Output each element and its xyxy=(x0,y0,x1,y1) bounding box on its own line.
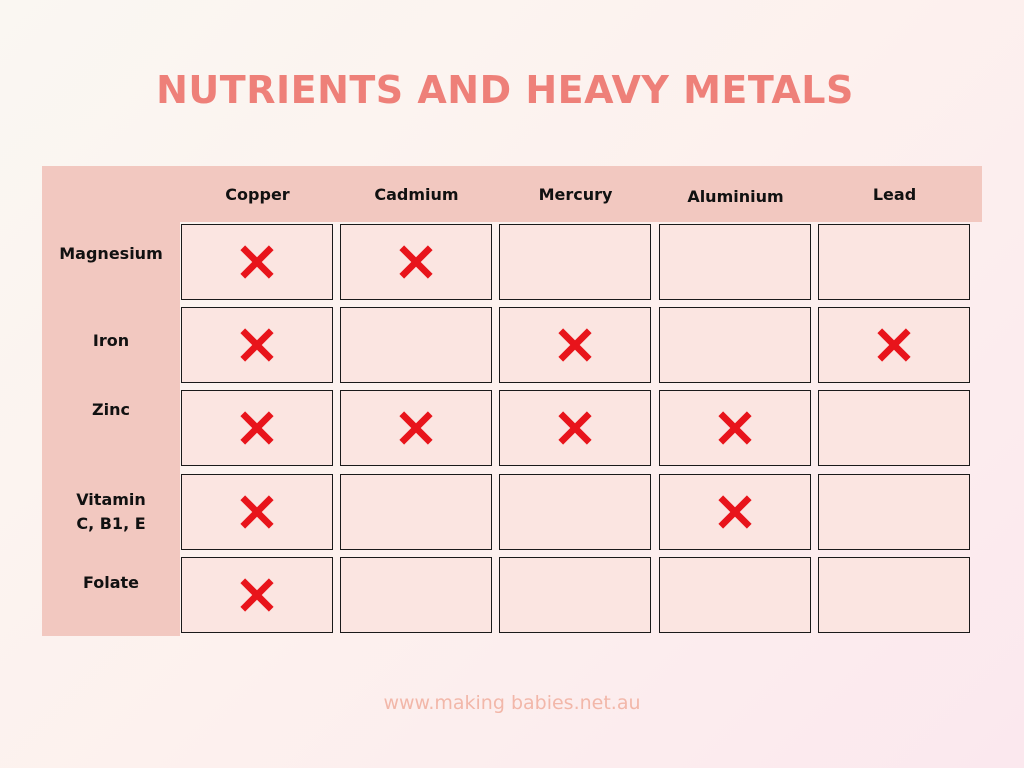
red-cross-icon xyxy=(397,409,435,447)
column-header-aluminium: Aluminium xyxy=(687,186,784,206)
table-cell xyxy=(340,390,492,466)
table-cell xyxy=(818,557,970,633)
red-cross-icon xyxy=(556,326,594,364)
table-cell xyxy=(340,224,492,300)
red-cross-icon xyxy=(238,493,276,531)
row-header-folate: Folate xyxy=(82,573,140,592)
table-cell xyxy=(499,224,651,300)
row-header-magnesium: Magnesium xyxy=(59,244,163,263)
red-cross-icon xyxy=(238,243,276,281)
table-cell xyxy=(499,307,651,383)
row-header-iron: Iron xyxy=(92,331,130,350)
table-cell xyxy=(181,390,333,466)
red-cross-icon xyxy=(238,409,276,447)
red-cross-icon xyxy=(238,326,276,364)
table-cell xyxy=(818,307,970,383)
table-cell xyxy=(340,474,492,550)
table-cell xyxy=(340,307,492,383)
table-cell xyxy=(181,557,333,633)
column-header-copper: Copper xyxy=(225,184,290,204)
table-cell xyxy=(181,224,333,300)
table-cell xyxy=(659,557,811,633)
red-cross-icon xyxy=(556,409,594,447)
table-cell xyxy=(659,224,811,300)
table-cell xyxy=(340,557,492,633)
column-header-cadmium: Cadmium xyxy=(374,184,459,204)
red-cross-icon xyxy=(397,243,435,281)
table-cell xyxy=(659,390,811,466)
red-cross-icon xyxy=(716,409,754,447)
table-cell xyxy=(659,307,811,383)
page-title: NUTRIENTS AND HEAVY METALS xyxy=(156,68,854,112)
table-cell xyxy=(181,307,333,383)
red-cross-icon xyxy=(716,493,754,531)
column-header-lead: Lead xyxy=(872,184,917,204)
table-cell xyxy=(818,474,970,550)
table-cell xyxy=(659,474,811,550)
table-cell xyxy=(499,474,651,550)
red-cross-icon xyxy=(875,326,913,364)
table-cell xyxy=(499,557,651,633)
column-header-mercury: Mercury xyxy=(538,184,613,204)
table-cell xyxy=(499,390,651,466)
row-header-vitamin: Vitamin C, B1, E xyxy=(76,490,146,533)
table-cell xyxy=(181,474,333,550)
table-cell xyxy=(818,390,970,466)
website-url: www.making babies.net.au xyxy=(383,692,641,714)
red-cross-icon xyxy=(238,576,276,614)
table-cell xyxy=(818,224,970,300)
row-header-zinc: Zinc xyxy=(92,400,130,419)
